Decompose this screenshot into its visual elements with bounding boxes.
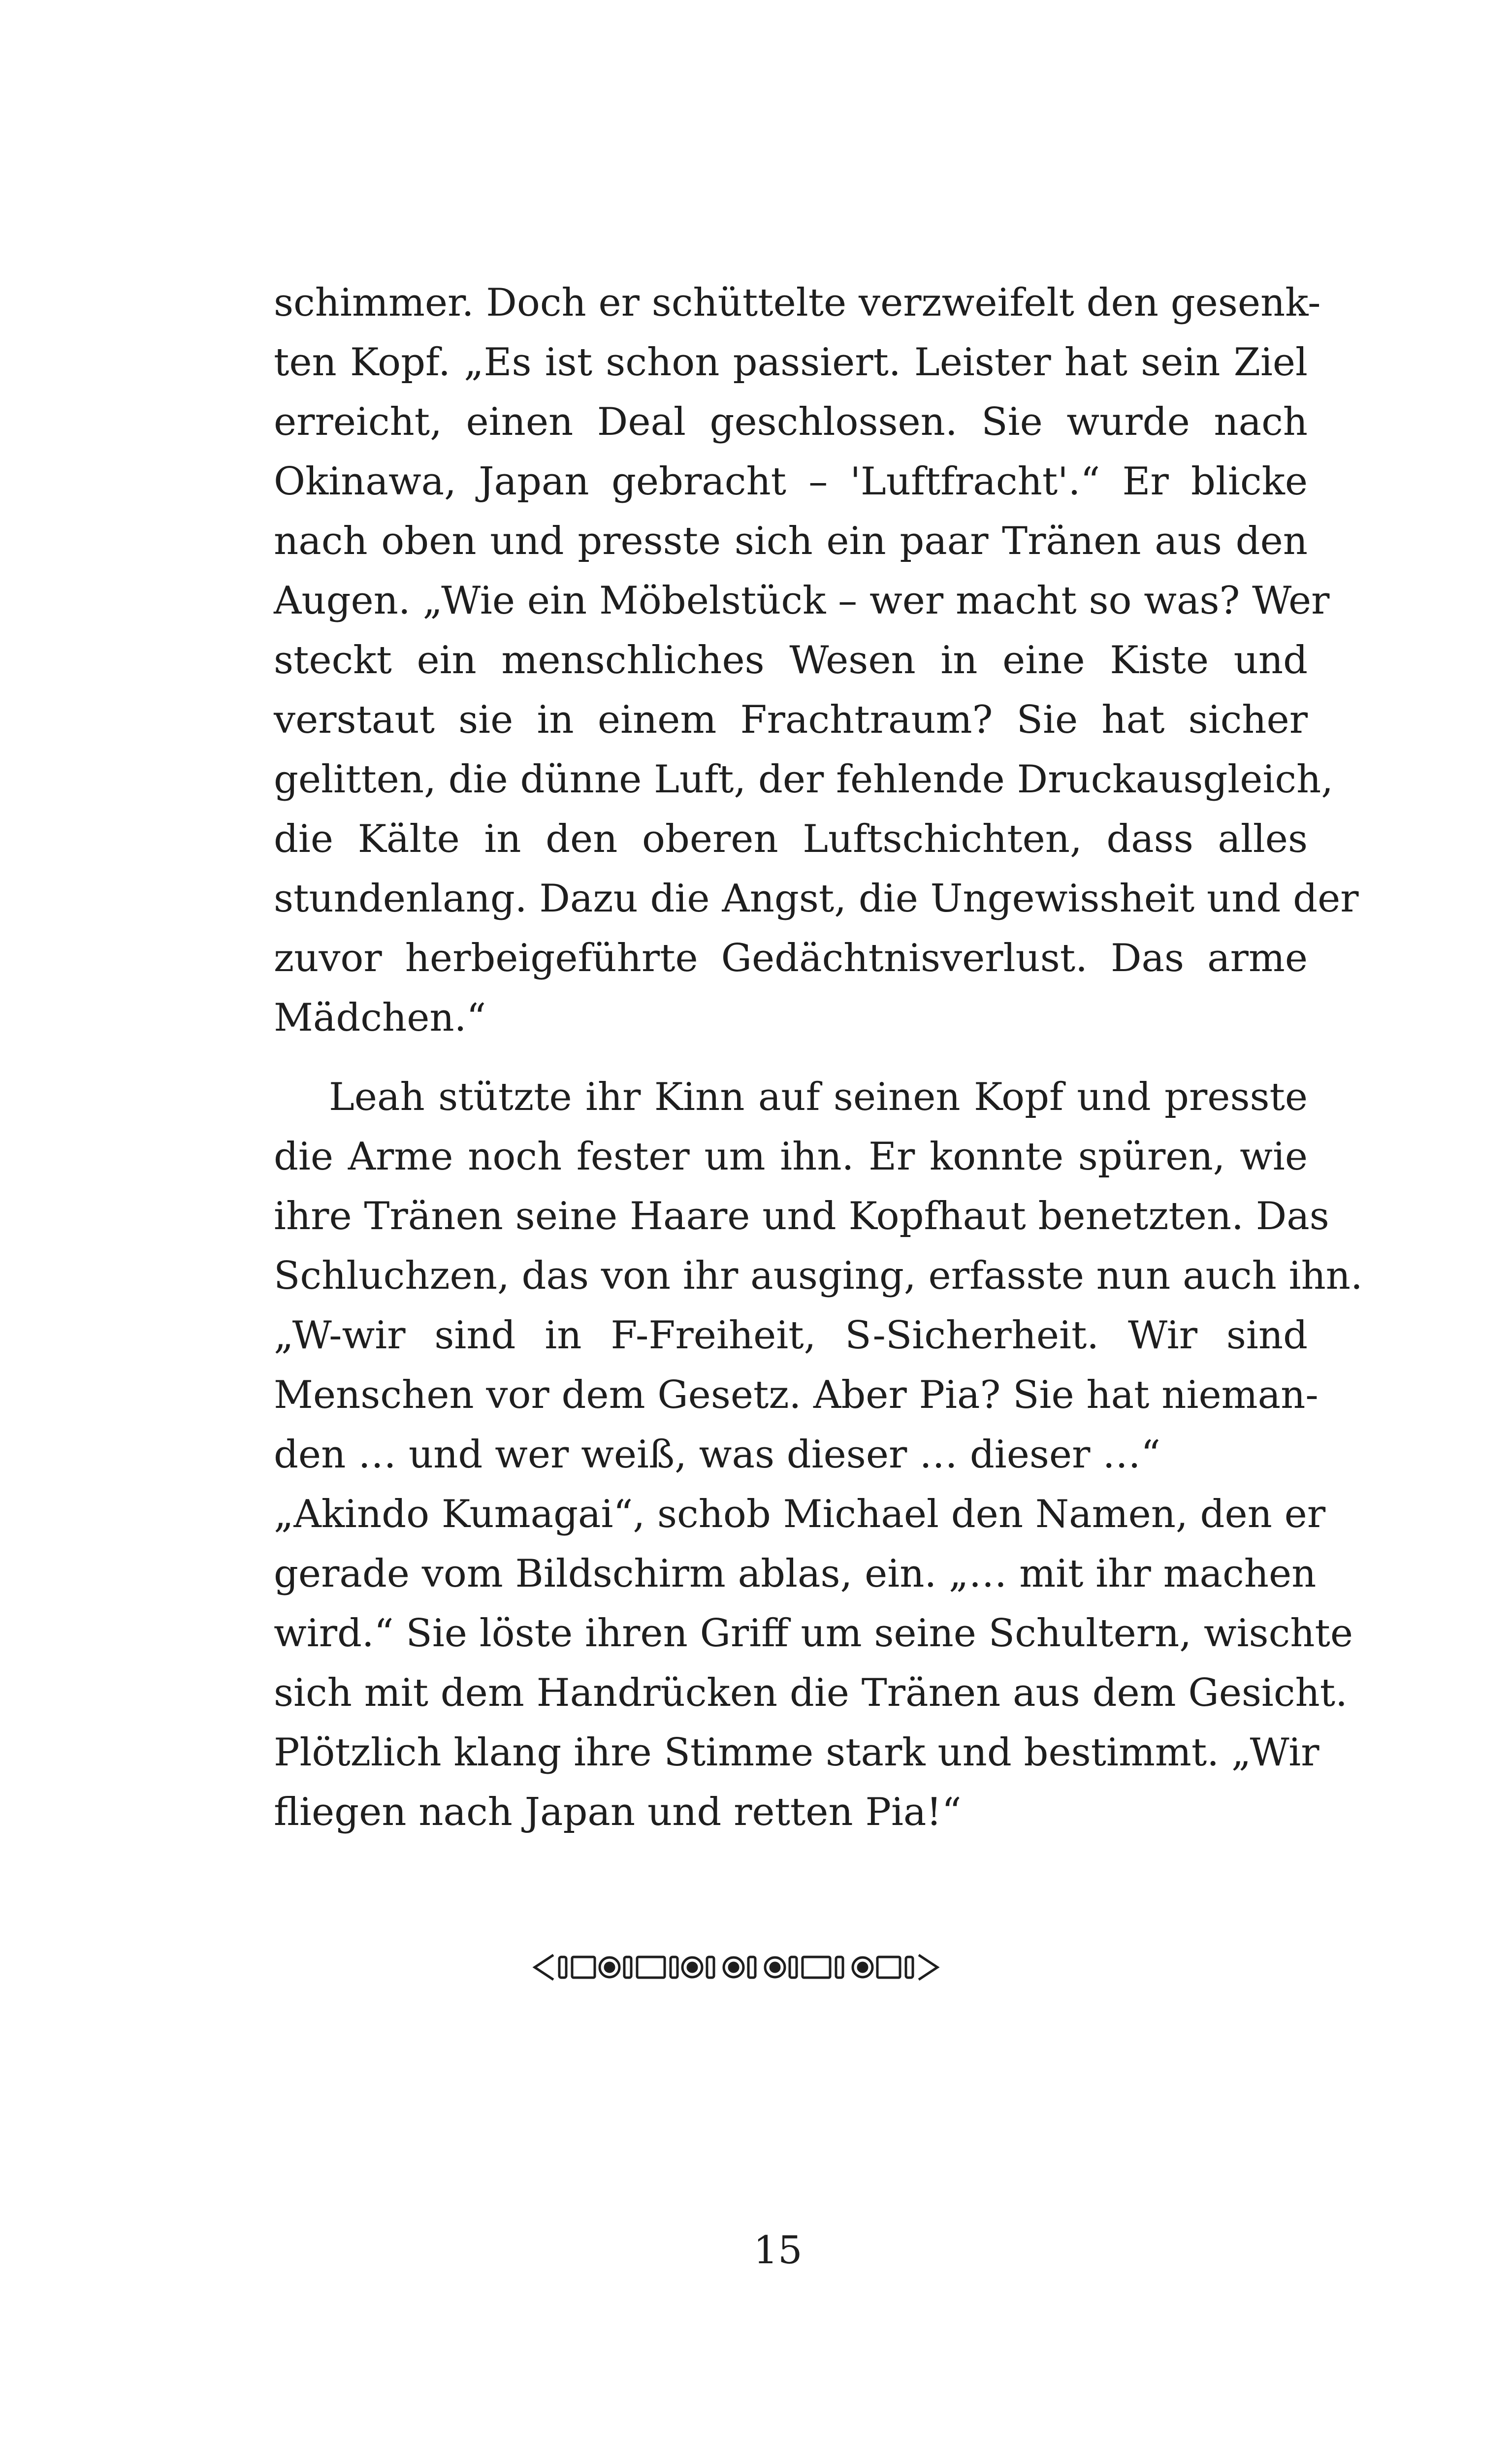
- text-line: ten Kopf. „Es ist schon passiert. Leister hat sein Ziel: [274, 340, 1308, 385]
- text-line: die Kälte in den oberen Luftschichten, dass alles: [274, 817, 1308, 861]
- text-line: „Akindo Kumagai“, schob Michael den Namen, den er: [274, 1492, 1326, 1536]
- text-line: verstaut sie in einem Frachtraum? Sie hat sicher: [274, 698, 1308, 742]
- text-line: sich mit dem Handrücken die Tränen aus dem Gesicht.: [274, 1671, 1348, 1715]
- text-line: gerade vom Bildschirm ablas, ein. „… mit ihr machen: [274, 1552, 1317, 1596]
- text-line: stundenlang. Dazu die Angst, die Ungewissheit und der: [274, 877, 1359, 921]
- text-line: fliegen nach Japan und retten Pia!“: [274, 1790, 962, 1834]
- text-line: schimmer. Doch er schüttelte verzweifelt den gesenk-: [274, 281, 1321, 325]
- text-line: Schluchzen, das von ihr ausging, erfasste nun auch ihn.: [274, 1254, 1363, 1298]
- text-line: steckt ein menschliches Wesen in eine Kiste und: [274, 638, 1308, 683]
- body-text: [274, 273, 1363, 1842]
- text-line: den … und wer weiß, was dieser … dieser …“: [274, 1433, 1161, 1477]
- text-line: Augen. „Wie ein Möbelstück – wer macht so was? Wer: [274, 579, 1330, 623]
- text-line: Menschen vor dem Gesetz. Aber Pia? Sie hat nieman-: [274, 1373, 1319, 1417]
- paragraph-gap: [274, 1048, 1308, 1068]
- text-line: „W-wir sind in F-Freiheit, S-Sicherheit. Wir sind: [274, 1313, 1308, 1358]
- text-line: ihre Tränen seine Haare und Kopfhaut benetzten. Das: [274, 1194, 1329, 1238]
- text-line: Leah stützte ihr Kinn auf seinen Kopf und presste: [329, 1075, 1308, 1119]
- text-line: nach oben und presste sich ein paar Tränen aus den: [274, 519, 1308, 563]
- text-line: Okinawa, Japan gebracht – 'Luftfracht'.“ Er blicke: [274, 459, 1308, 504]
- text-line: die Arme noch fester um ihn. Er konnte spüren, wie: [274, 1135, 1308, 1179]
- text-line: erreicht, einen Deal geschlossen. Sie wurde nach: [274, 400, 1308, 444]
- text-line: gelitten, die dünne Luft, der fehlende Druckausgleich,: [274, 757, 1334, 802]
- page-number: 15: [753, 2228, 803, 2273]
- text-line: Mädchen.“: [274, 996, 486, 1040]
- paragraph: [274, 273, 1359, 1048]
- paragraph: [274, 1068, 1363, 1842]
- text-line: Plötzlich klang ihre Stimme stark und bestimmt. „Wir: [274, 1730, 1319, 1775]
- decorative-border-ornament-icon: [532, 1950, 1054, 1985]
- text-line: wird.“ Sie löste ihren Griff um seine Schultern, wischte: [274, 1611, 1353, 1656]
- text-line: zuvor herbeigeführte Gedächtnisverlust. Das arme: [274, 936, 1308, 980]
